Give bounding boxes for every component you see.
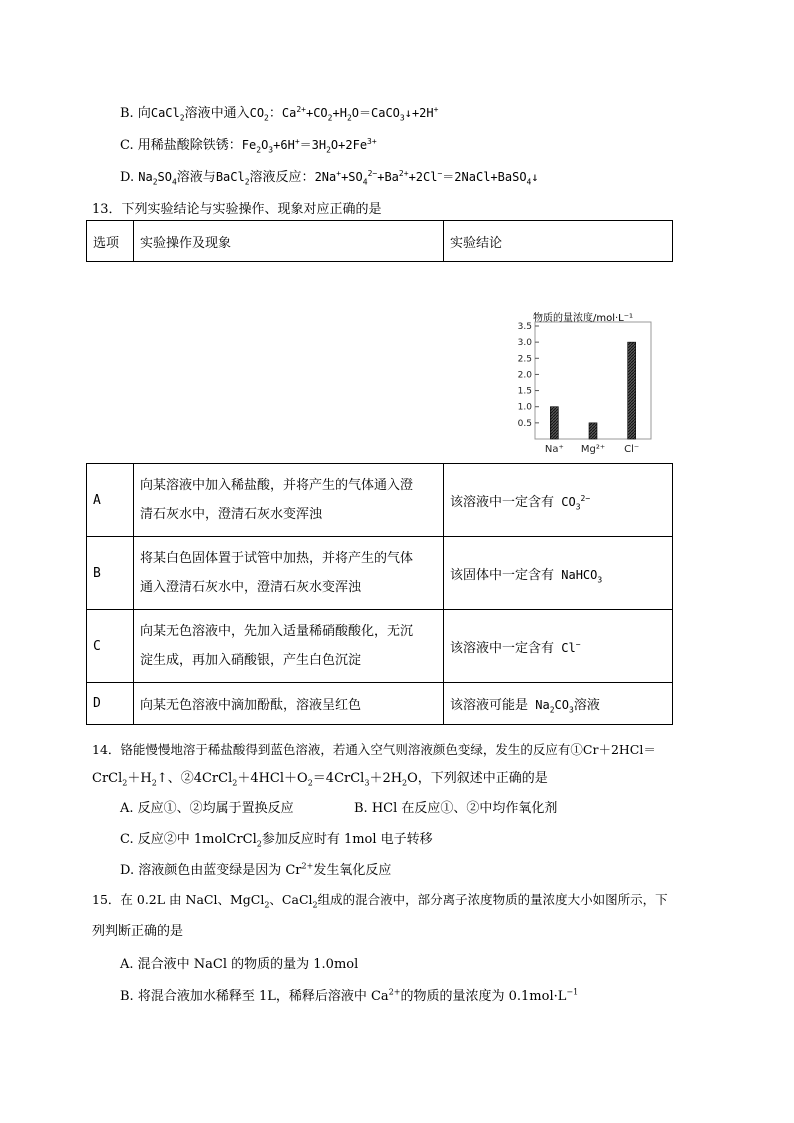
y-tick-label: 0.5 (517, 418, 532, 429)
y-tick-label: 1.0 (517, 402, 532, 413)
table-row (87, 610, 673, 683)
y-tick-label: 2.0 (517, 370, 532, 381)
table-row (87, 464, 673, 537)
bar (550, 407, 558, 439)
q13-header-table (86, 220, 673, 262)
q14-option-a: A. 反应①、②均属于置换反应 (120, 801, 294, 816)
q15-option-b: B. 将混合液加水稀释至 1L，稀释后溶液中 $Ca^{2+}$的物质的量浓度为 $0.1mol\cdot L^{-1}$ (120, 987, 579, 1004)
y-tick-label: 1.5 (517, 386, 532, 397)
x-tick-label: Na⁺ (544, 444, 564, 455)
header-conclusion: 实验结论 (444, 221, 673, 262)
row-option: A (87, 464, 134, 537)
y-tick-label: 2.5 (517, 354, 532, 365)
row-conclusion: 该固体中一定含有 NaHCO$_3$ (444, 537, 673, 610)
bar (589, 423, 597, 439)
q14-stem-line1: 14．铬能慢慢地溶于稀盐酸得到蓝色溶液，若通入空气则溶液颜色变绿，发生的反应有①Cr＋2HCl＝ (92, 742, 656, 757)
row-operation: 将某白色固体置于试管中加热，并将产生的气体 通入澄清石灰水中，澄清石灰水变浑浊 (134, 537, 444, 610)
row-option: D (87, 683, 134, 725)
y-tick-label: 3.0 (517, 338, 532, 349)
x-tick-label: Cl⁻ (624, 444, 640, 455)
q14-option-d: D. 溶液颜色由蓝变绿是因为 $Cr^{2+}$发生氧化反应 (120, 861, 392, 878)
row-operation: 向某无色溶液中滴加酚酞，溶液呈红色 (134, 683, 444, 725)
q15-stem-line2: 列判断正确的是 (92, 924, 184, 939)
bar (628, 342, 636, 439)
q15-option-a: A. 混合液中 NaCl 的物质的量为 1.0mol (120, 957, 359, 972)
x-tick-label: Mg²⁺ (580, 444, 606, 455)
q12-option-c: C. 用稀盐酸除铁锈：$Fe_2O_3+6H^+=3H_2O+2Fe^{3+}$ (120, 137, 377, 155)
q15-stem-line1: 15．在 0.2L 由 NaCl、MgCl$_2$、CaCl$_2$组成的混合液中，部分离子浓度物质的量浓度大小如图所示，下 (92, 892, 668, 910)
q13-stem: 13．下列实验结论与实验操作、现象对应正确的是 (92, 202, 382, 217)
row-conclusion: 该溶液中一定含有 $CO_3^{2-}$ (444, 464, 673, 537)
table-row (87, 683, 673, 725)
row-operation: 向某溶液中加入稀盐酸，并将产生的气体通入澄 清石灰水中，澄清石灰水变浑浊 (134, 464, 444, 537)
q12-option-d: D. $Na_2SO_4$溶液与BaCl$_2$溶液反应：$2Na^++SO_4^{2-}+Ba^{2+}+2Cl^-=2NaCl+BaSO_4↓$ (120, 169, 539, 187)
y-tick-label: 3.5 (517, 322, 532, 332)
row-conclusion: 该溶液中一定含有 Cl− (444, 610, 673, 683)
table-row (87, 537, 673, 610)
concentration-bar-chart (505, 318, 665, 458)
q13-options-table (86, 463, 673, 725)
q14-option-c: C. 反应②中 1molCrCl$_2$参加反应时有 1mol 电子转移 (120, 832, 433, 849)
header-option: 选项 (87, 221, 134, 262)
q14-option-b: B. HCl 在反应①、②中均作氧化剂 (354, 801, 558, 816)
row-option: B (87, 537, 134, 610)
row-conclusion: 该溶液可能是 $Na_2CO_3$溶液 (444, 683, 673, 725)
row-option: C (87, 610, 134, 683)
chart-title: 物质的量浓度/mol·L⁻¹ (533, 313, 634, 324)
q12-option-b: B. 向CaCl$_2$溶液中通入$CO_2$：$Ca^{2+}+CO_2+H_2O=CaCO_3↓+2H^+$ (120, 105, 439, 123)
header-operation: 实验操作及现象 (134, 221, 444, 262)
row-operation: 向某无色溶液中，先加入适量稀硝酸酸化，无沉 淀生成，再加入硝酸银，产生白色沉淀 (134, 610, 444, 683)
q14-stem-line2: $CrCl_2+H_2↑$、$②4CrCl_2+4HCl+O_2=4CrCl_3+2H_2O$，下列叙述中正确的是 (92, 771, 548, 788)
